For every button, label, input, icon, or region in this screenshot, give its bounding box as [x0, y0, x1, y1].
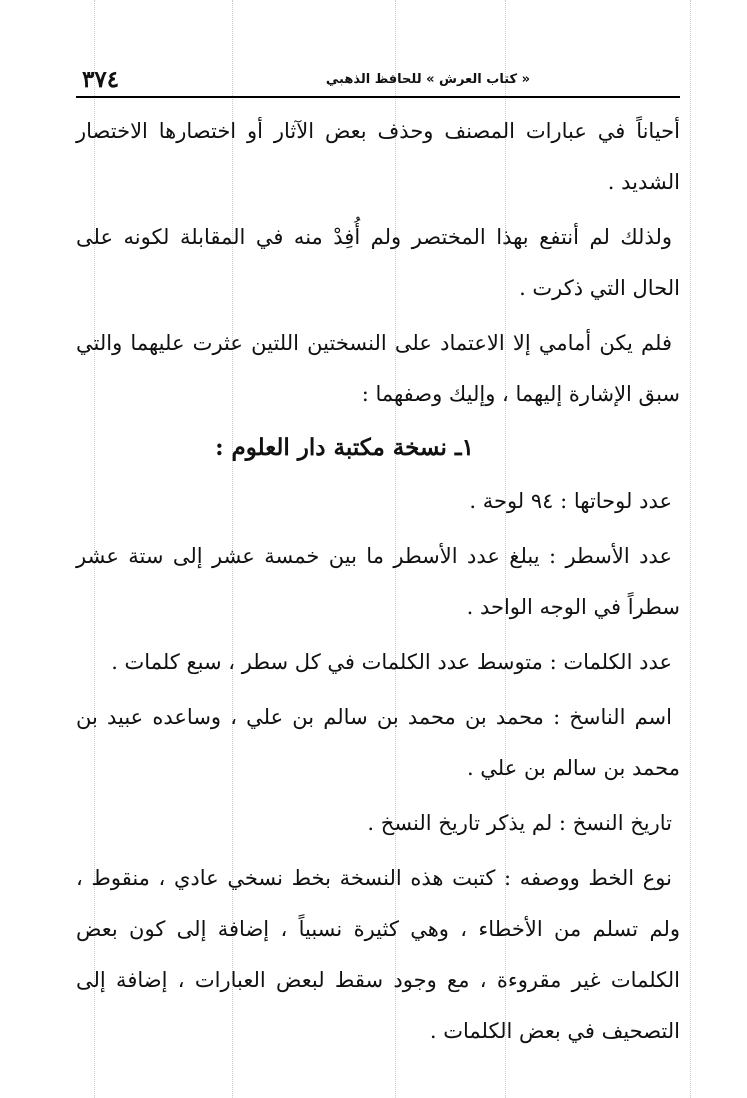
book-page [76, 66, 680, 1061]
paragraph: فلم يكن أمامي إلا الاعتماد على النسختين اللتين عثرت عليهما والتي سبق الإشارة إليهما ، وإليك وصفهما : [76, 331, 680, 406]
detail-paragraph: نوع الخط ووصفه : كتبت هذه النسخة بخط نسخي عادي ، منقوط ، ولم تسلم من الأخطاء ، وهي كثيرة نسبياً ، إضافة إلى كون بعض الكلمات غير مقروءة ، مع وجود سقط لبعض العبارات ، إضافة إلى التصحيف في بعض الكلمات . [76, 866, 680, 1043]
section-heading: ١ـ نسخة مكتبة دار العلوم : [215, 434, 474, 461]
detail-paragraph: عدد لوحاتها : ٩٤ لوحة . [469, 489, 672, 513]
detail-paragraph: عدد الأسطر : يبلغ عدد الأسطر ما بين خمسة عشر إلى ستة عشر سطراً في الوجه الواحد . [76, 544, 680, 619]
detail-paragraph: عدد الكلمات : متوسط عدد الكلمات في كل سطر ، سبع كلمات . [111, 650, 672, 674]
paragraph: أحياناً في عبارات المصنف وحذف بعض الآثار أو اختصارها الاختصار الشديد . [76, 119, 680, 194]
paragraph: ولذلك لم أنتفع بهذا المختصر ولم أُفِدْ منه في المقابلة لكونه على الحال التي ذكرت . [76, 225, 680, 300]
running-title: « كتاب العرش » للحافظ الذهبي [325, 72, 530, 87]
detail-paragraph: اسم الناسخ : محمد بن محمد بن سالم بن علي ، وساعده عبيد بن محمد بن سالم بن علي . [76, 705, 680, 780]
scan-guide-line [690, 0, 691, 1098]
page-body [76, 106, 680, 1057]
page-number: ٣٧٤ [82, 66, 120, 93]
running-header [76, 66, 680, 98]
detail-paragraph: تاريخ النسخ : لم يذكر تاريخ النسخ . [367, 811, 672, 835]
